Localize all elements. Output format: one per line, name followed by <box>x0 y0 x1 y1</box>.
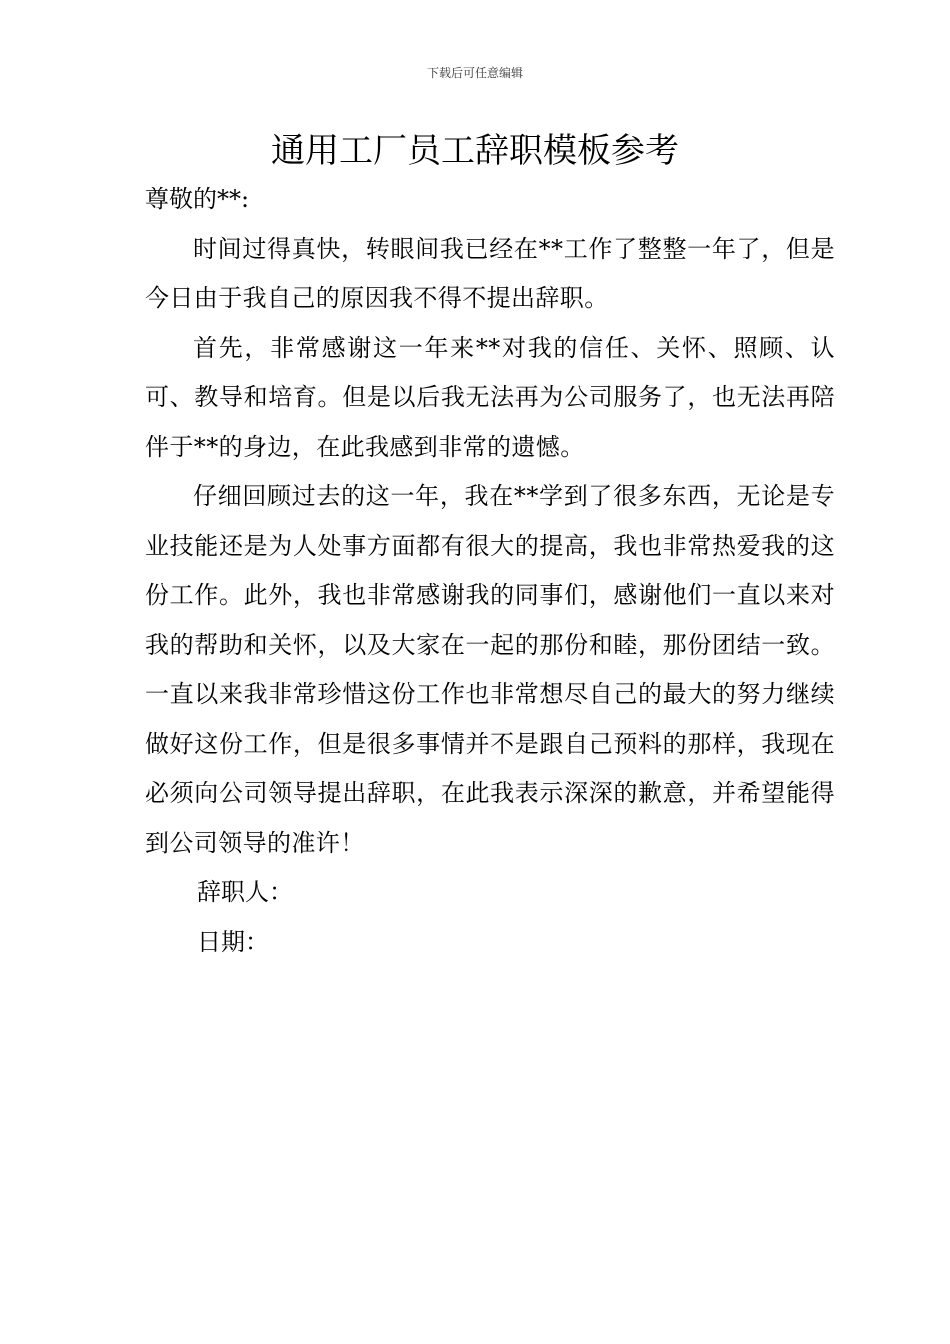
paragraph-1: 时间过得真快，转眼间我已经在**工作了整整一年了，但是今日由于我自己的原因我不得不提出辞职。 <box>145 234 835 312</box>
signature-label: 辞职人： <box>197 878 293 906</box>
document-title: 通用工厂员工辞职模板参考 <box>271 131 679 171</box>
date-label: 日期： <box>197 927 269 956</box>
paragraph-3: 仔细回顾过去的这一年，我在**学到了很多东西，无论是专业技能还是为人处事方面都有很大的提高，我也非常热爱我的这份工作。此外，我也非常感谢我的同事们，感谢他们一直以来对我的帮助和关怀，以及大家在一起的那份和睦，那份团结一致。一直以来我非常珍惜这份工作也非常想尽自己的最大的努力继续做好这份工作，但是很多事情并不是跟自己预料的那样，我现在必须向公司领导提出辞职，在此我表示深深的歉意，并希望能得到公司领导的准许！ <box>145 482 835 857</box>
header-note: 下载后可任意编辑 <box>426 66 523 80</box>
paragraph-2: 首先，非常感谢这一年来**对我的信任、关怀、照顾、认可、教导和培育。但是以后我无法再为公司服务了，也无法再陪伴于**的身边，在此我感到非常的遗憾。 <box>145 333 835 461</box>
greeting: 尊敬的**: <box>145 185 250 213</box>
letter-body <box>145 175 835 967</box>
